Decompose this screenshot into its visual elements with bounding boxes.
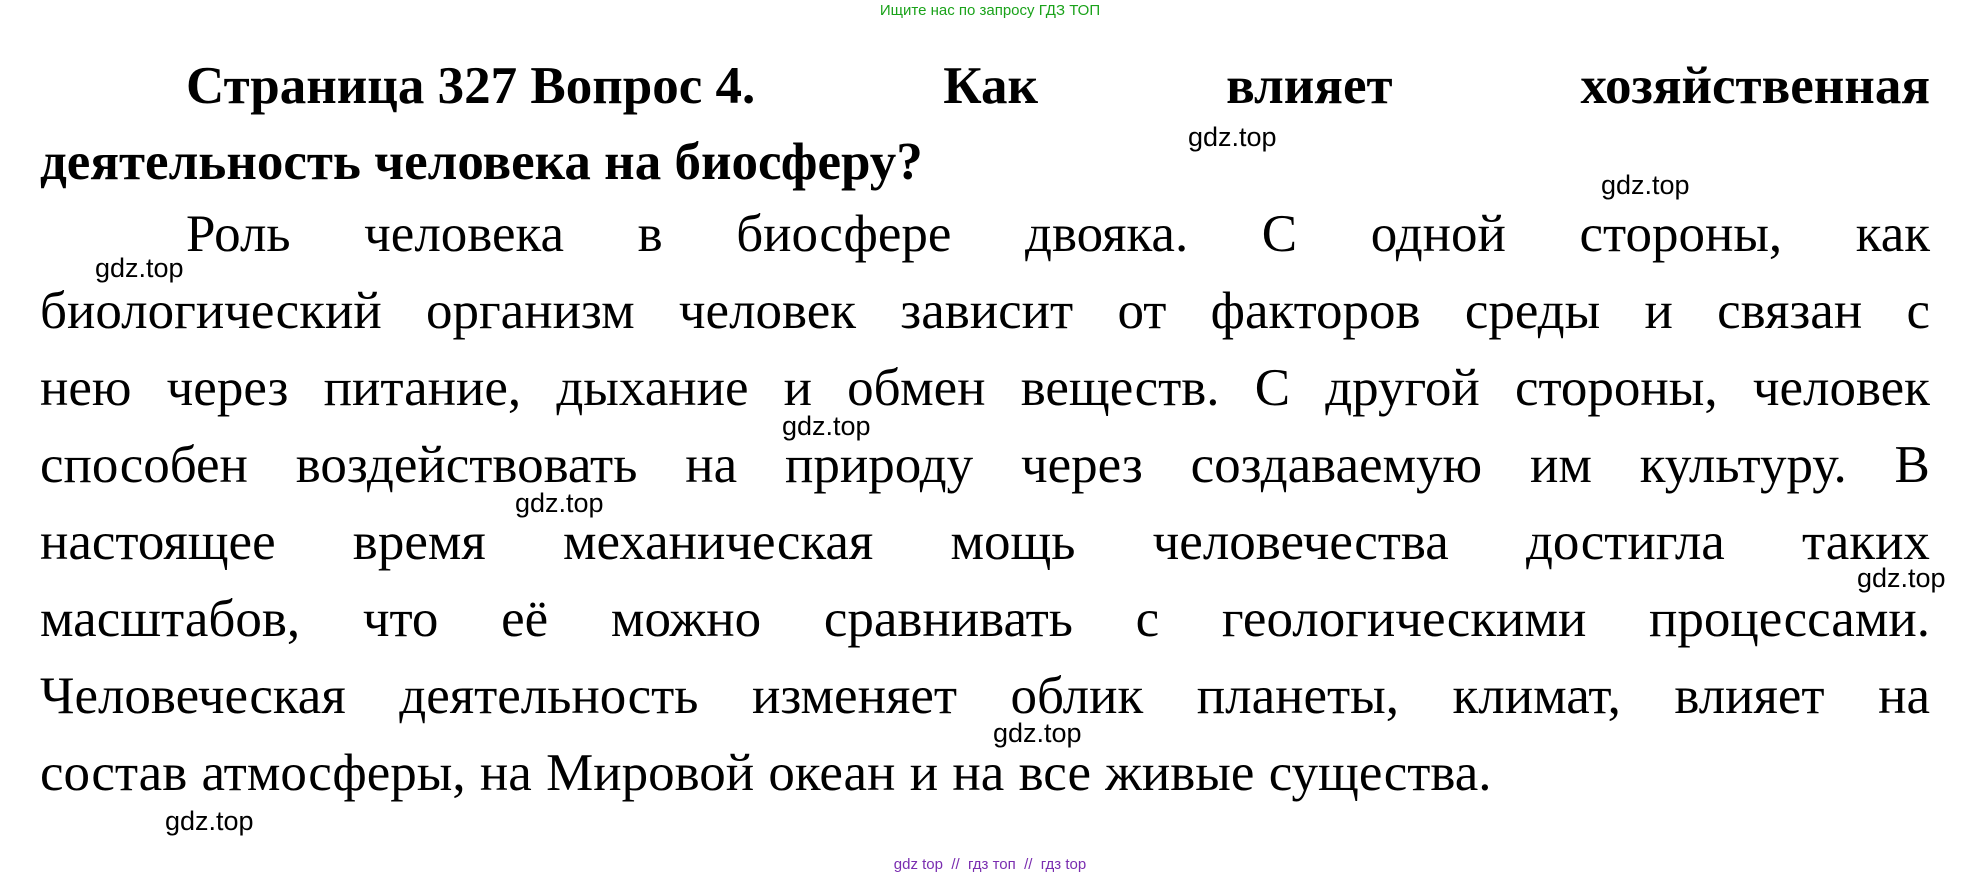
word: на xyxy=(1878,667,1930,725)
word: через xyxy=(1020,436,1143,494)
paragraph-line-6 xyxy=(40,581,1930,658)
watermark: gdz.top xyxy=(1188,122,1277,152)
word: масштабов, xyxy=(40,590,301,648)
paragraph-line-2 xyxy=(40,273,1930,350)
word: зависит xyxy=(900,282,1074,340)
word: среды xyxy=(1464,282,1601,340)
watermark: gdz.top xyxy=(1601,170,1690,200)
word: деятельность xyxy=(399,667,699,725)
word: Роль xyxy=(186,205,291,263)
word: Мировой xyxy=(546,744,755,802)
footer-links: gdz top // гдз топ // гдз top xyxy=(893,856,1087,873)
word: от xyxy=(1117,282,1167,340)
word: через xyxy=(166,359,289,417)
word: связан xyxy=(1717,282,1863,340)
heading-word: влияет xyxy=(1226,57,1393,115)
word: как xyxy=(1855,205,1930,263)
word: что xyxy=(362,590,439,648)
word: стороны, xyxy=(1579,205,1783,263)
word: настоящее xyxy=(40,513,276,571)
heading-word: хозяйственная xyxy=(1580,57,1930,115)
word: человек xyxy=(1752,359,1930,417)
paragraph-line-4 xyxy=(40,427,1930,504)
heading-word: Страница 327 Вопрос 4. xyxy=(186,57,756,115)
word: биосфере xyxy=(736,205,952,263)
word: её xyxy=(501,590,549,648)
word: и xyxy=(1644,282,1673,340)
word: стороны, xyxy=(1514,359,1718,417)
word: в xyxy=(637,205,663,263)
word: другой xyxy=(1325,359,1480,417)
word: человек xyxy=(678,282,857,340)
word: нею xyxy=(40,359,132,417)
paragraph-line-1 xyxy=(40,196,1930,273)
word: природу xyxy=(784,436,974,494)
word: одной xyxy=(1370,205,1506,263)
word: на xyxy=(685,436,738,494)
word: дыхание xyxy=(556,359,749,417)
word: воздействовать xyxy=(295,436,638,494)
word: обмен xyxy=(847,359,986,417)
word: можно xyxy=(610,590,762,648)
word: способен xyxy=(40,436,248,494)
word: В xyxy=(1894,436,1930,494)
word: влияет xyxy=(1674,667,1825,725)
word: С xyxy=(1261,205,1298,263)
word: механическая xyxy=(562,513,874,571)
word: с xyxy=(1135,590,1160,648)
paragraph-line-3 xyxy=(40,350,1930,427)
word: мощь xyxy=(950,513,1076,571)
paragraph-line-8 xyxy=(40,735,1930,812)
word: время xyxy=(352,513,486,571)
word: все xyxy=(1018,744,1091,802)
word: достигла xyxy=(1525,513,1725,571)
word: человечества xyxy=(1152,513,1449,571)
watermark: gdz.top xyxy=(95,253,184,283)
word: факторов xyxy=(1210,282,1421,340)
word: геологическими xyxy=(1221,590,1587,648)
watermark: gdz.top xyxy=(515,488,604,518)
word: культуру. xyxy=(1639,436,1847,494)
heading-line-1 xyxy=(40,48,1930,124)
top-banner: Ищите нас по запросу ГДЗ ТОП xyxy=(879,2,1101,19)
word: биологический xyxy=(40,282,382,340)
answer-paragraph xyxy=(40,196,1930,812)
word: на xyxy=(479,744,532,802)
word: океан xyxy=(768,744,896,802)
word: С xyxy=(1254,359,1291,417)
word: изменяет xyxy=(751,667,958,725)
word: создаваемую xyxy=(1190,436,1483,494)
paragraph-line-7 xyxy=(40,658,1930,735)
word: и xyxy=(909,744,939,802)
watermark: gdz.top xyxy=(993,718,1082,748)
word: таких xyxy=(1801,513,1930,571)
word: атмосферы, xyxy=(201,744,466,802)
word: Человеческая xyxy=(40,667,346,725)
word: и xyxy=(783,359,812,417)
heading-line-2: деятельность человека на биосферу? xyxy=(40,133,923,191)
word: климат, xyxy=(1452,667,1621,725)
word: сравнивать xyxy=(823,590,1073,648)
heading-word: Как xyxy=(943,57,1039,115)
word: питание, xyxy=(323,359,522,417)
watermark: gdz.top xyxy=(1857,563,1946,593)
word: планеты, xyxy=(1196,667,1400,725)
word: существа. xyxy=(1268,744,1492,802)
word: процессами. xyxy=(1649,590,1930,648)
word: на xyxy=(952,744,1005,802)
word: им xyxy=(1529,436,1592,494)
word: состав xyxy=(40,744,188,802)
word: организм xyxy=(425,282,635,340)
paragraph-line-5 xyxy=(40,504,1930,581)
word: веществ. xyxy=(1020,359,1220,417)
word: человека xyxy=(364,205,564,263)
word: живые xyxy=(1105,744,1255,802)
word: облик xyxy=(1010,667,1144,725)
watermark: gdz.top xyxy=(165,806,254,836)
watermark: gdz.top xyxy=(782,411,871,441)
word: двояка. xyxy=(1024,205,1189,263)
word: с xyxy=(1906,282,1930,340)
